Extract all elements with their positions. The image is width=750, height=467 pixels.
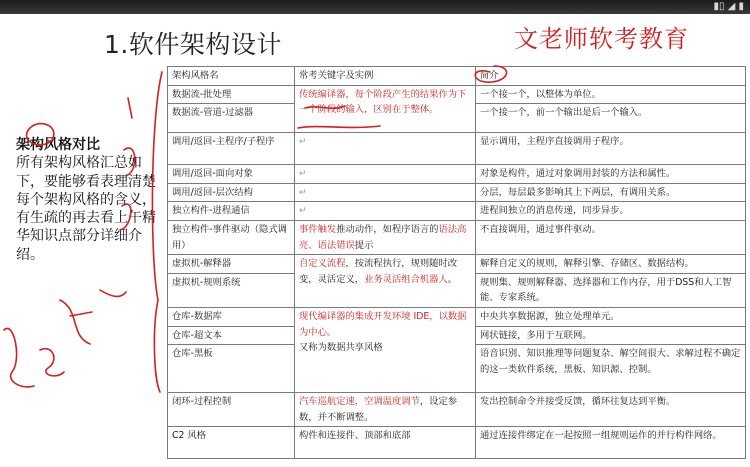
scribble-mark bbox=[40, 349, 64, 376]
keywords-text: 传统编译器，每个阶段产生的结果作为下一个阶段的输入，区别在于整体。 bbox=[299, 88, 467, 116]
empty-mark: ↵ bbox=[299, 186, 307, 198]
keyword-text: 又称为数据共享风格 bbox=[299, 342, 383, 354]
keyword-text: 提示 bbox=[354, 239, 374, 251]
keywords-cell: 构件和连接件、顶部和底部 bbox=[295, 427, 476, 459]
style-desc: 中央共享数据源，独立处理单元。 bbox=[476, 307, 746, 326]
keywords-cell bbox=[295, 85, 476, 133]
style-name: 独立构件-事件驱动（隐式调用） bbox=[168, 220, 295, 254]
keywords-cell bbox=[295, 165, 476, 184]
style-desc: 一个接一个，前一个输出是后一个输入。 bbox=[476, 104, 746, 133]
style-name: 数据流-管道-过滤器 bbox=[168, 104, 295, 133]
status-icons: ▮▯ ◢ ▮ bbox=[713, 1, 744, 12]
header-intro: 简介 bbox=[476, 67, 746, 86]
style-desc: 通过连接件绑定在一起按照一组规则运作的并行构件网络。 bbox=[476, 427, 746, 459]
keyword-text: 推动动作，如程序语言的 bbox=[336, 223, 439, 235]
style-name: 仓库-黑板 bbox=[168, 345, 295, 393]
style-desc: 语音识别、知识推理等问题复杂、解空间很大、求解过程不确定的这一类软件系统，黑板、知识源、控制。 bbox=[476, 345, 746, 393]
keyword-text: ，按流程执行，规则随时改变，灵活定义， bbox=[299, 258, 458, 285]
style-desc: 不直接调用，通过事件驱动。 bbox=[476, 220, 746, 254]
brand-logo-text: 文老师软考教育 bbox=[514, 25, 689, 53]
sidebar-heading: 架构风格对比 bbox=[16, 137, 100, 153]
keywords-cell bbox=[295, 133, 476, 165]
table-row bbox=[168, 133, 746, 165]
keyword-red: 语法高亮、语法错误 bbox=[299, 223, 467, 251]
style-desc: 解释自定义的规则，解释引擎、存储区、数据结构。 bbox=[476, 255, 746, 274]
scribble-mark bbox=[4, 328, 34, 386]
style-name: 仓库-数据库 bbox=[168, 307, 295, 326]
keyword-red: 汽车巡航定速，空调温度调节 bbox=[299, 396, 420, 408]
keywords-cell bbox=[295, 393, 476, 427]
keyword-text: ，设定参数，并不断调整。 bbox=[299, 396, 458, 423]
style-name: 调用/返回-主程序/子程序 bbox=[168, 133, 295, 165]
empty-mark: ↵ bbox=[299, 136, 307, 148]
scribble-mark bbox=[100, 290, 126, 296]
table-row bbox=[168, 85, 746, 104]
video-top-bar bbox=[0, 0, 750, 14]
scribble-mark bbox=[60, 300, 92, 344]
style-desc: 对象是构件，通过对象调用封装的方法和属性。 bbox=[476, 165, 746, 184]
table-row bbox=[168, 202, 746, 221]
keywords-cell bbox=[295, 255, 476, 308]
style-desc: 规则集、规则解释器、选择器和工作内存，用于DSS和人工智能、专家系统。 bbox=[476, 273, 746, 307]
table-row bbox=[168, 165, 746, 184]
table-row bbox=[168, 393, 746, 427]
table-row bbox=[168, 307, 746, 326]
keywords-cell bbox=[295, 202, 476, 221]
empty-mark: ↵ bbox=[299, 168, 307, 180]
style-desc: 一个接一个，以整体为单位。 bbox=[476, 85, 746, 104]
slide-title: 1.软件架构设计 bbox=[104, 30, 282, 59]
table-row bbox=[168, 427, 746, 459]
table-row bbox=[168, 220, 746, 254]
style-desc: 进程间独立的消息传递，同步异步。 bbox=[476, 202, 746, 221]
style-name: 调用/返回-面向对象 bbox=[168, 165, 295, 184]
style-desc: 发出控制命令并接受反馈，循环往复达到平衡。 bbox=[476, 393, 746, 427]
style-name: 虚拟机-规则系统 bbox=[168, 273, 295, 307]
number-mark bbox=[128, 98, 132, 118]
style-name: 虚拟机-解释器 bbox=[168, 255, 295, 274]
keywords-cell bbox=[295, 183, 476, 202]
style-name: 仓库-超文本 bbox=[168, 326, 295, 345]
header-style-name: 架构风格名 bbox=[168, 67, 295, 86]
keyword-red: 事件触发 bbox=[299, 223, 337, 235]
style-desc: 分层，每层最多影响其上下两层，有调用关系。 bbox=[476, 183, 746, 202]
empty-mark: ↵ bbox=[299, 205, 307, 217]
table-row bbox=[168, 183, 746, 202]
style-name: C2 风格 bbox=[168, 427, 295, 459]
header-keywords: 常考关键字及实例 bbox=[295, 67, 476, 86]
table-header-row bbox=[168, 67, 746, 86]
keyword-red: 自定义流程 bbox=[299, 258, 346, 270]
style-name: 闭环-过程控制 bbox=[168, 393, 295, 427]
architecture-style-table bbox=[167, 66, 746, 459]
keywords-cell bbox=[295, 220, 476, 254]
keyword-text: 。 bbox=[447, 273, 458, 285]
keywords-cell bbox=[295, 307, 476, 392]
style-name: 调用/返回-层次结构 bbox=[168, 183, 295, 202]
style-name: 数据流-批处理 bbox=[168, 85, 295, 104]
style-desc: 显示调用，主程序直接调用子程序。 bbox=[476, 133, 746, 165]
table-row bbox=[168, 255, 746, 274]
keyword-red: 现代编译器的集成开发环境 IDE，以数据为中心。 bbox=[299, 310, 467, 338]
style-desc: 网状链接，多用于互联网。 bbox=[476, 326, 746, 345]
keyword-red: 业务灵活组合机器人 bbox=[364, 273, 448, 285]
sidebar-body: 所有架构风格汇总如下，要能够看表理清楚每个架构风格的含义，有生疏的再去看上午精华知识点部分详细介绍。 bbox=[16, 155, 156, 263]
style-name: 独立构件-进程通信 bbox=[168, 202, 295, 221]
sidebar-note bbox=[16, 136, 164, 264]
